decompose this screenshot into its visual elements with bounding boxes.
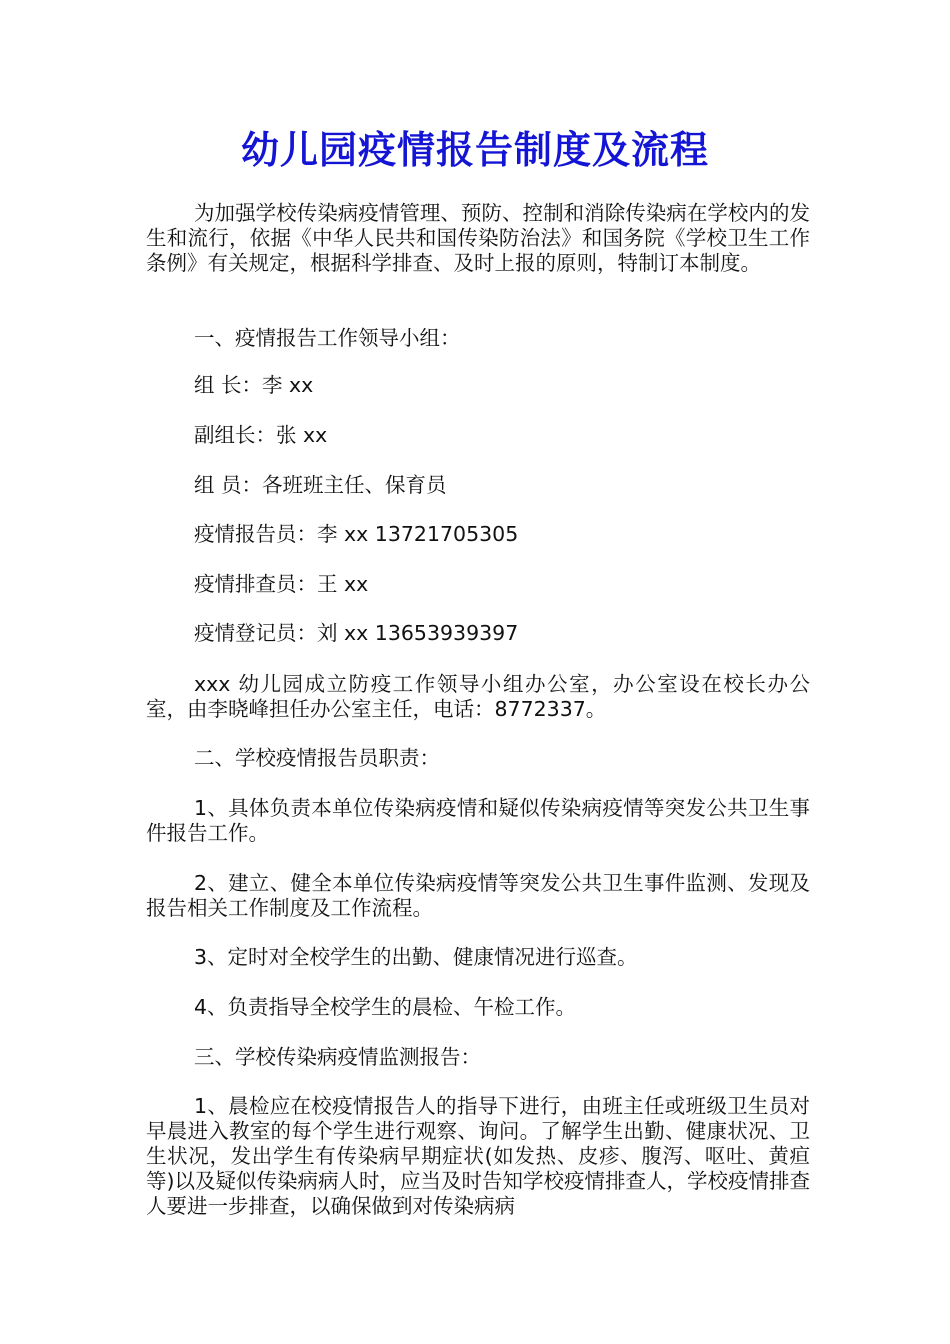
duty-item-1: 1、具体负责本单位传染病疫情和疑似传染病疫情等突发公共卫生事件报告工作。 [146, 796, 810, 845]
inspector-line: 疫情排查员：王 xx [194, 572, 369, 596]
reporter-line: 疫情报告员：李 xx 13721705305 [194, 522, 519, 546]
office-paragraph: xxx 幼儿园成立防疫工作领导小组办公室，办公室设在校长办公室，由李晓峰担任办公室主任，电话：8772337。 [146, 672, 810, 721]
members-line: 组 员：各班班主任、保育员 [194, 473, 447, 497]
section-heading-3: 三、学校传染病疫情监测报告： [194, 1045, 481, 1069]
duty-item-4: 4、负责指导全校学生的晨检、午检工作。 [194, 995, 577, 1019]
document-title: 幼儿园疫情报告制度及流程 [240, 127, 709, 172]
intro-paragraph: 为加强学校传染病疫情管理、预防、控制和消除传染病在学校内的发生和流行，依据《中华人民共和国传染防治法》和国务院《学校卫生工作条例》有关规定，根据科学排查、及时上报的原则，特制订本制度。 [146, 201, 810, 275]
registrar-line: 疫情登记员：刘 xx 13653939397 [194, 621, 519, 645]
deputy-leader-line: 副组长：张 xx [194, 423, 328, 447]
monitor-item-1: 1、晨检应在校疫情报告人的指导下进行，由班主任或班级卫生员对早晨进入教室的每个学生进行观察、询问。了解学生出勤、健康状况、卫生状况，发出学生有传染病早期症状(如发热、皮疹、腹泻、呕吐、黄疸等)以及疑似传染病病人时，应当及时告知学校疫情排查人，学校疫情排查人要进一步排查，以确保做到对传染病病 [146, 1094, 810, 1218]
duty-item-2: 2、建立、健全本单位传染病疫情等突发公共卫生事件监测、发现及报告相关工作制度及工作流程。 [146, 871, 810, 920]
leader-line: 组 长：李 xx [194, 373, 314, 397]
section-heading-2: 二、学校疫情报告员职责： [194, 746, 440, 770]
section-heading-1: 一、疫情报告工作领导小组： [194, 326, 461, 350]
duty-item-3: 3、定时对全校学生的出勤、健康情况进行巡查。 [194, 945, 638, 969]
